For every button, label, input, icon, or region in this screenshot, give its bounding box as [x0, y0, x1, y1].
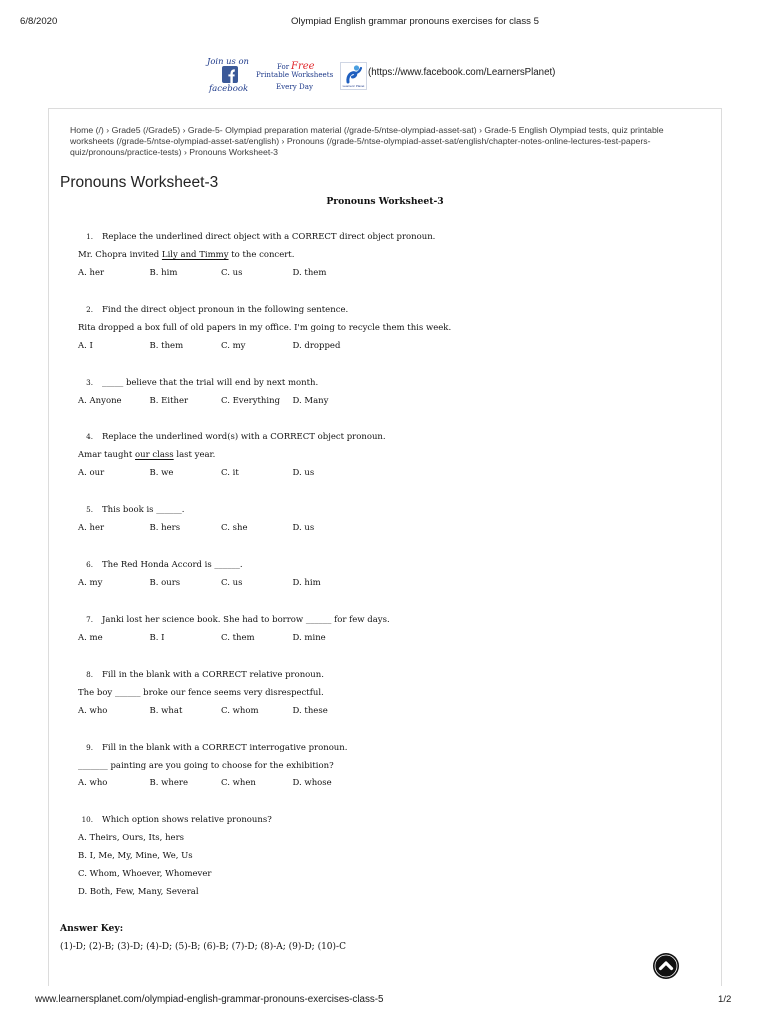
question-prompt	[0, 228, 768, 247]
question-sentence: Rita dropped a box full of old papers in my office. I'm going to recycle them this week.	[78, 322, 452, 333]
worksheet-questions	[0, 228, 768, 957]
option-d: D. him	[292, 578, 321, 589]
breadcrumb-label: Grade5	[111, 125, 141, 135]
answer-options	[0, 520, 768, 538]
answer-options	[0, 393, 768, 411]
option-d: D. us	[292, 468, 315, 479]
printable-worksheets-text: Printable Worksheets	[256, 70, 334, 79]
sentence-text: last year.	[173, 450, 216, 461]
question-number: 10.	[81, 815, 93, 825]
question-7	[0, 611, 768, 648]
join-us-text: Join us on	[207, 56, 249, 66]
facebook-icon	[222, 66, 238, 83]
question-prompt	[0, 556, 768, 575]
option-b: B. Either	[149, 395, 189, 406]
question-number: 8.	[86, 669, 93, 679]
option-a: A. I	[78, 340, 93, 351]
question-number: 6.	[86, 560, 93, 570]
sentence-text: Amar taught	[78, 450, 136, 461]
option-a: A. who	[78, 705, 108, 716]
option-a: A. her	[78, 267, 105, 278]
answer-options	[0, 265, 768, 283]
question-9	[0, 739, 768, 794]
breadcrumb-link-olympiad-material[interactable]	[188, 125, 477, 135]
question-prompt	[0, 501, 768, 520]
option-d: D. dropped	[292, 340, 341, 351]
print-date: 6/8/2020	[20, 16, 58, 27]
logo-ball	[354, 65, 359, 70]
option-d: D. Many	[292, 395, 329, 406]
breadcrumb-label: Grade-5 English Olympiad tests, quiz printable worksheets	[70, 125, 664, 146]
question-number: 3.	[86, 377, 93, 387]
logo-body	[348, 73, 356, 82]
option-a: A. our	[78, 468, 105, 479]
option-d: D. these	[292, 705, 328, 716]
option-a: A. her	[78, 523, 105, 534]
option-a: A. Theirs, Ours, Its, hers	[78, 833, 185, 844]
question-text: Find the direct object pronoun in the following sentence.	[102, 304, 349, 315]
facebook-wordmark: facebook	[209, 84, 249, 94]
question-text: Which option shows relative pronouns?	[102, 815, 272, 826]
facebook-page-link[interactable]: (https://www.facebook.com/LearnersPlanet)	[368, 67, 556, 78]
question-10	[0, 811, 768, 902]
option-b: B. them	[149, 340, 184, 351]
option-d: D. us	[292, 523, 315, 534]
breadcrumb-current: Pronouns Worksheet-3	[189, 147, 278, 157]
option-a: A. Anyone	[78, 395, 122, 406]
question-sentence: _______ painting are you going to choose for the exhibition?	[78, 760, 334, 771]
question-4	[0, 428, 768, 483]
question-number: 4.	[86, 432, 93, 442]
breadcrumb-url: (/grade-5/ntse-olympiad-asset-sat/english/chapter-notes-online-lectures-test-papers-quiz/pronouns/practice-tests)	[70, 136, 651, 157]
page-title: Pronouns Worksheet-3	[60, 174, 219, 191]
option-d: D. Both, Few, Many, Several	[78, 887, 199, 898]
option-d: D. whose	[292, 778, 332, 789]
question-number: 1.	[86, 232, 93, 241]
learners-planet-logo-figure	[341, 63, 366, 84]
option-c: C. us	[221, 267, 243, 278]
option-c: C. Whom, Whoever, Whomever	[78, 869, 212, 880]
answer-key-label: Answer Key:	[60, 923, 124, 935]
option-b: B. I, Me, My, Mine, We, Us	[78, 851, 193, 862]
breadcrumb-url: (/Grade5)	[142, 125, 181, 135]
breadcrumb-url: (/grade-5/ntse-olympiad-asset-sat/english)	[116, 136, 280, 146]
print-footer-url: www.learnersplanet.com/olympiad-english-grammar-pronouns-exercises-class-5	[35, 994, 384, 1005]
option-b: B. I	[149, 632, 165, 643]
question-number: 5.	[86, 505, 93, 515]
learners-planet-logo	[340, 62, 367, 90]
question-8	[0, 666, 768, 721]
question-prompt	[0, 666, 768, 685]
for-word: For	[277, 63, 290, 71]
breadcrumb	[70, 125, 682, 158]
breadcrumb-separator: ›	[106, 125, 110, 135]
breadcrumb-link-grade5[interactable]	[112, 125, 181, 135]
option-a: A. me	[78, 632, 103, 643]
question-text: This book is ______.	[102, 505, 185, 516]
underlined-words: Lily and Timmy	[161, 249, 229, 260]
question-5	[0, 501, 768, 538]
question-1	[0, 228, 768, 283]
scroll-button-circle	[653, 953, 679, 979]
breadcrumb-separator: ›	[479, 125, 482, 135]
question-sentence	[0, 247, 768, 265]
breadcrumb-label: Pronouns	[286, 136, 325, 146]
question-prompt	[0, 811, 768, 830]
option-b: B. ours	[149, 578, 181, 589]
breadcrumb-separator: ›	[182, 125, 186, 135]
underlined-words: our class	[135, 450, 174, 461]
option-c: C. whom	[221, 705, 259, 716]
breadcrumb-separator: ›	[183, 147, 187, 157]
option-b: B. him	[149, 267, 178, 278]
chevron-up-icon	[652, 952, 680, 980]
question-number: 7.	[86, 614, 93, 624]
answer-options	[0, 338, 768, 356]
question-sentence: The boy ______ broke our fence seems very disrespectful.	[78, 687, 324, 698]
question-6	[0, 556, 768, 593]
option-b: B. what	[149, 705, 183, 716]
question-text: Replace the underlined word(s) with a CORRECT object pronoun.	[102, 432, 386, 443]
option-c: C. my	[221, 340, 246, 351]
sentence-text: to the concert.	[228, 249, 295, 260]
breadcrumb-url: (/)	[95, 125, 104, 135]
option-c: C. she	[221, 523, 248, 534]
free-word: Free	[291, 61, 315, 72]
option-b: B. where	[149, 778, 189, 789]
breadcrumb-separator: ›	[281, 136, 285, 146]
question-text: Replace the underlined direct object with a CORRECT direct object pronoun.	[102, 232, 436, 242]
option-b: B. we	[149, 468, 174, 479]
answer-options	[0, 465, 768, 483]
question-sentence	[0, 447, 768, 465]
option-d: D. them	[292, 267, 327, 278]
question-prompt	[0, 374, 768, 393]
answer-options	[0, 575, 768, 593]
answer-options	[0, 703, 768, 721]
sentence-text: Mr. Chopra invited	[78, 249, 162, 260]
question-text: Fill in the blank with a CORRECT relative pronoun.	[102, 669, 324, 680]
question-prompt	[0, 428, 768, 447]
option-b: B. hers	[149, 523, 181, 534]
question-3	[0, 374, 768, 411]
question-text: The Red Honda Accord is ______.	[102, 560, 243, 571]
option-c: C. us	[221, 578, 243, 589]
option-a: A. who	[78, 778, 108, 789]
answer-key-answers: (1)-D; (2)-B; (3)-D; (4)-D; (5)-B; (6)-B; (7)-D; (8)-A; (9)-D; (10)-C	[60, 942, 346, 953]
print-title: Olympiad English grammar pronouns exercises for class 5	[291, 16, 539, 27]
question-text: Fill in the blank with a CORRECT interrogative pronoun.	[102, 742, 348, 753]
question-prompt	[0, 611, 768, 630]
print-page-number: 1/2	[718, 994, 732, 1005]
option-c: C. Everything	[221, 395, 281, 406]
option-a: A. my	[78, 578, 103, 589]
question-number: 2.	[86, 304, 93, 314]
option-d: D. mine	[292, 632, 326, 643]
option-c: C. when	[221, 778, 256, 789]
every-day-text: Every Day	[276, 82, 313, 91]
question-text: _____ believe that the trial will end by next month.	[102, 377, 319, 388]
breadcrumb-label: Grade-5- Olympiad preparation material	[187, 125, 342, 135]
breadcrumb-url: (/grade-5/ntse-olympiad-asset-sat)	[343, 125, 477, 135]
question-text: Janki lost her science book. She had to borrow ______ for few days.	[102, 614, 390, 625]
answer-options	[0, 630, 768, 648]
question-prompt	[0, 739, 768, 758]
question-number: 9.	[86, 742, 93, 752]
answer-options	[0, 775, 768, 793]
worksheet-heading: Pronouns Worksheet-3	[326, 196, 444, 207]
facebook-banner[interactable]	[204, 54, 370, 100]
breadcrumb-link-home[interactable]	[70, 125, 104, 135]
breadcrumb-label: Home	[70, 125, 94, 135]
option-c: C. them	[221, 632, 255, 643]
scroll-to-top-button[interactable]	[652, 952, 680, 980]
question-2	[0, 301, 768, 356]
logo-lettering: Learners' Planet	[342, 85, 365, 88]
question-prompt	[0, 301, 768, 320]
option-c: C. it	[221, 468, 239, 479]
